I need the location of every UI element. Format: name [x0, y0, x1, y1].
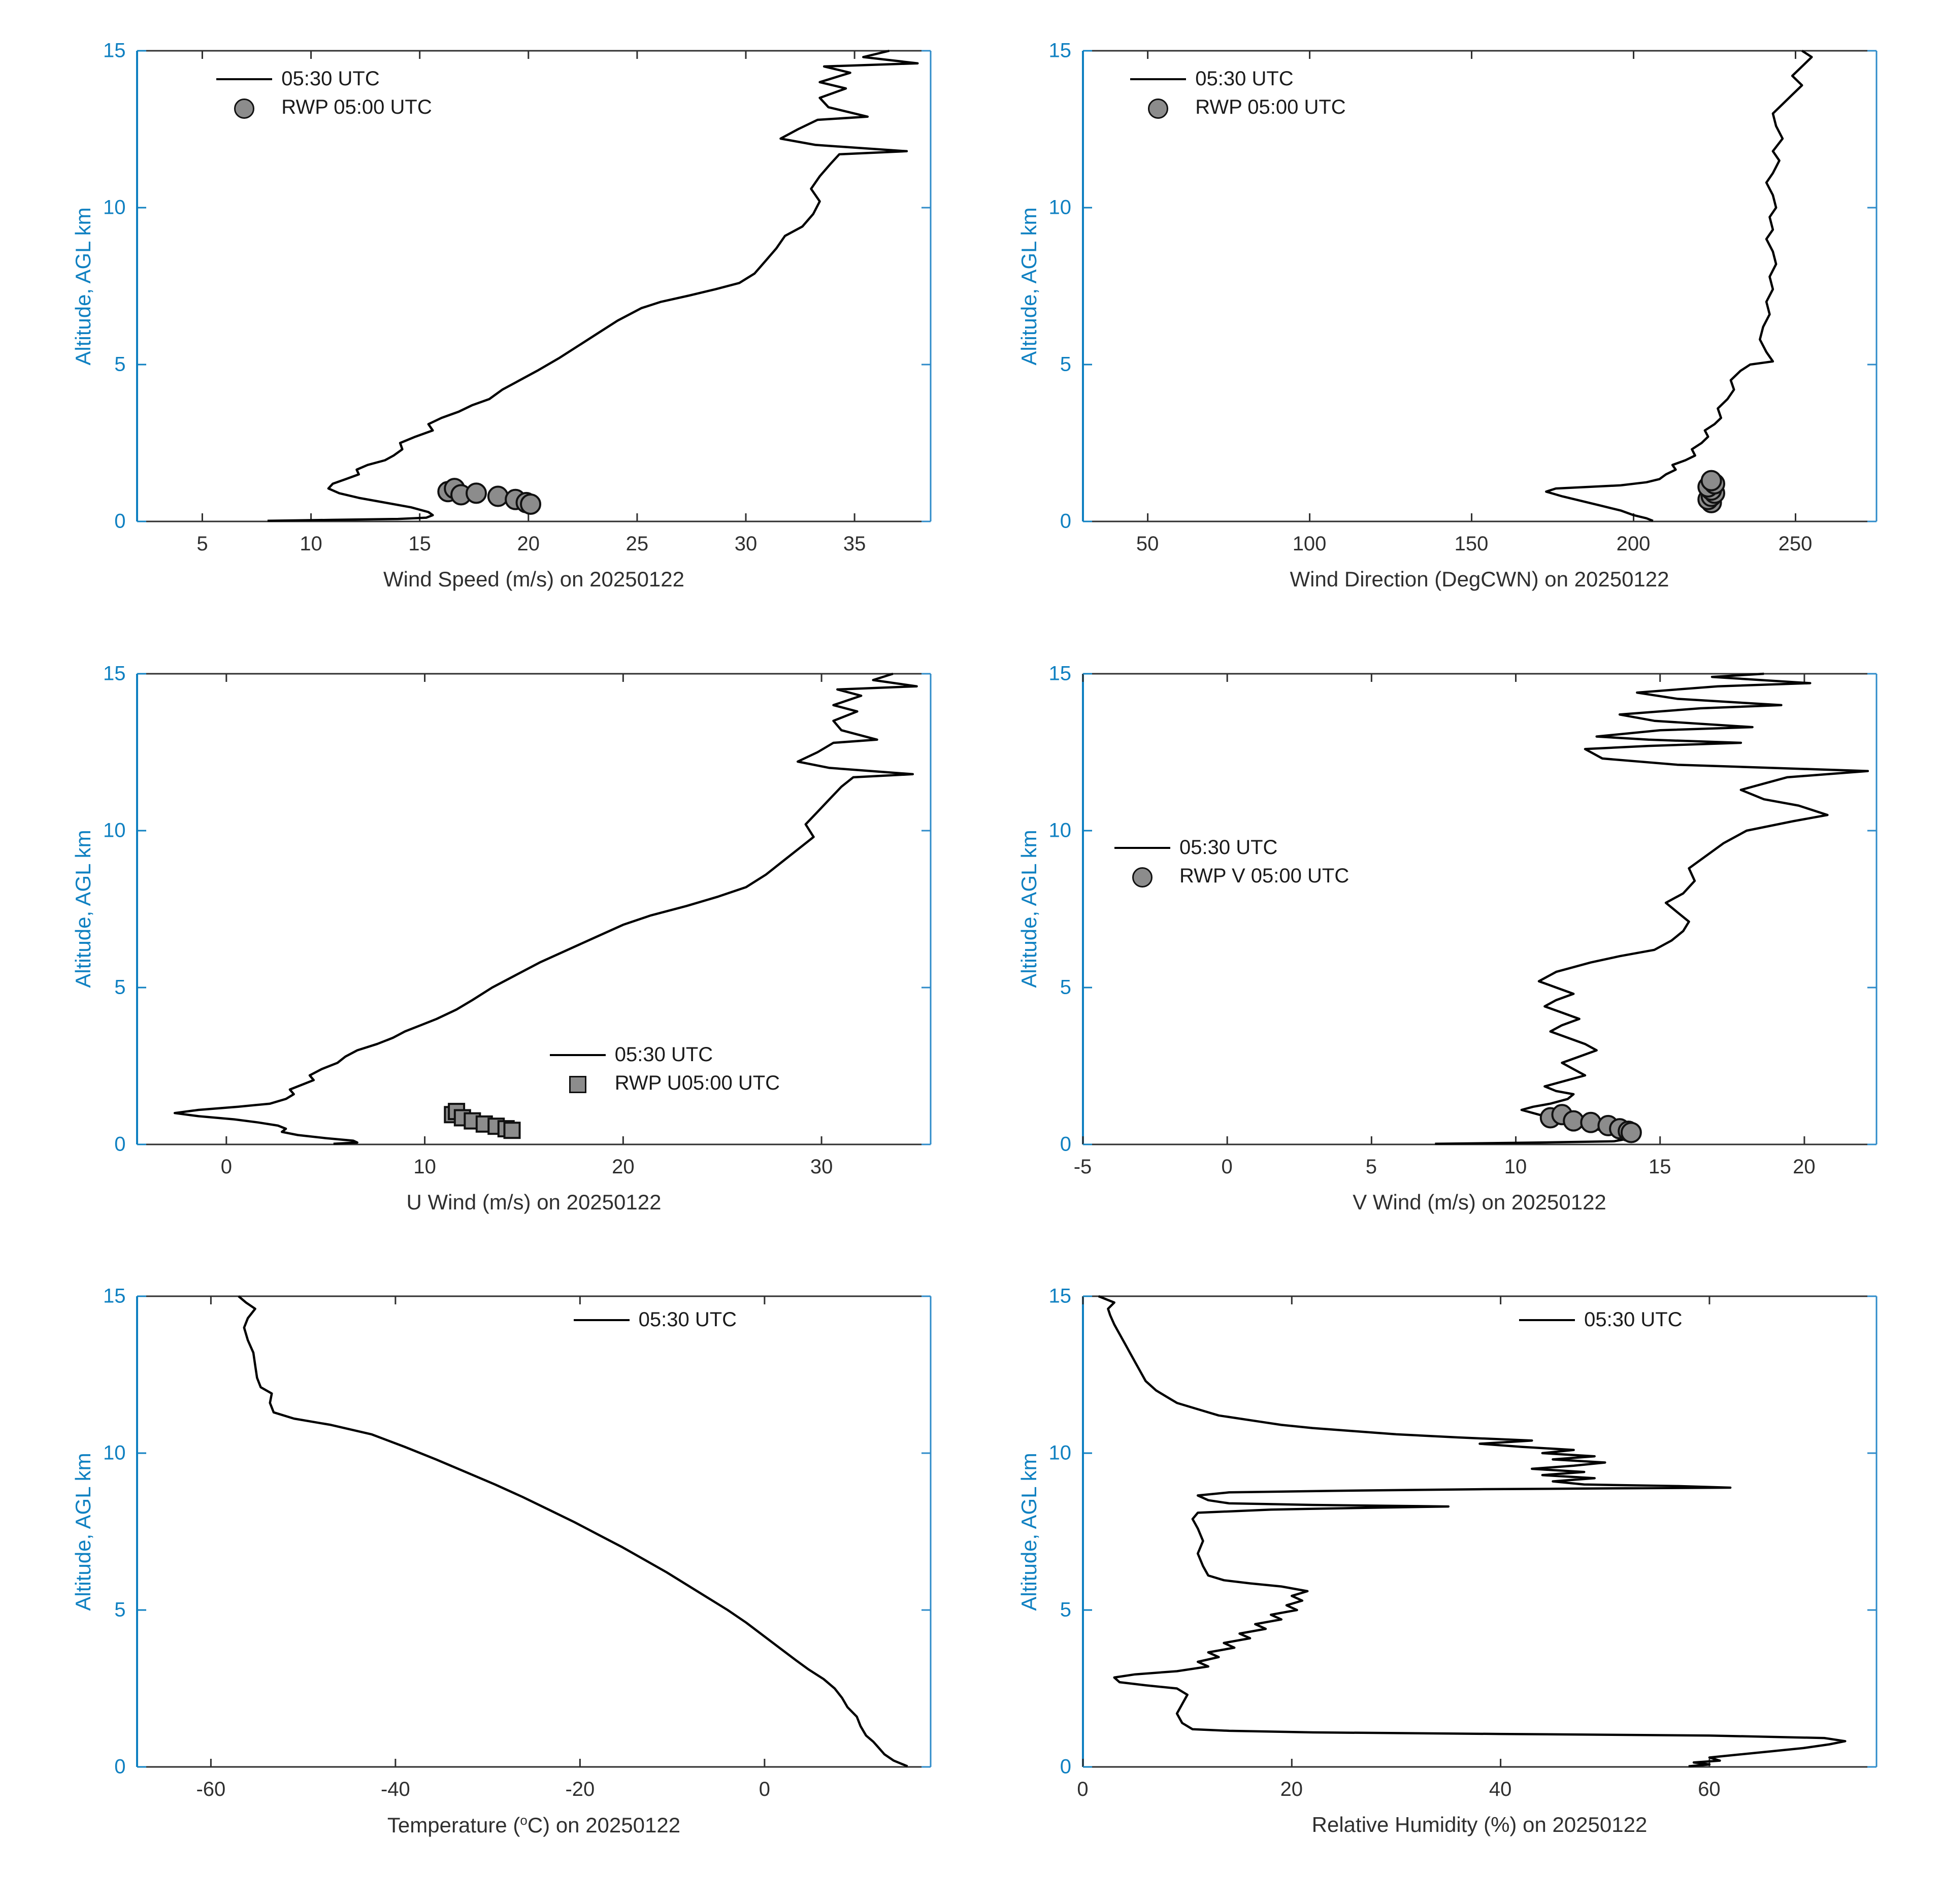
x-tick-label: 30	[734, 533, 758, 555]
legend-relative-humidity	[1519, 1306, 1682, 1334]
panel-relative-humidity	[966, 1266, 1912, 1889]
u-wind-plot	[20, 643, 966, 1266]
y-tick-label: 15	[103, 1285, 126, 1307]
legend-temperature	[574, 1306, 737, 1334]
x-tick-label: -5	[1073, 1155, 1092, 1178]
series-marker-circle	[1581, 1112, 1600, 1132]
legend-label: RWP U05:00 UTC	[614, 1072, 780, 1095]
x-tick-label: 20	[1280, 1778, 1303, 1801]
y-tick-label: 15	[103, 662, 126, 685]
legend-label: 05:30 UTC	[638, 1308, 737, 1331]
legend-entry	[216, 65, 432, 93]
x-axis-label: Relative Humidity (%) on 20250122	[1311, 1813, 1648, 1837]
legend-wind-speed	[216, 65, 432, 122]
legend-label: 05:30 UTC	[281, 68, 380, 90]
series-line-u-wind	[175, 674, 916, 1144]
legend-marker-swatch	[550, 1072, 606, 1095]
y-tick-label: 5	[1060, 353, 1071, 376]
panel-u-wind	[20, 643, 966, 1266]
y-axis-label: Altitude, AGL km	[71, 1453, 95, 1611]
x-tick-label: 15	[408, 533, 431, 555]
y-tick-label: 5	[114, 353, 126, 376]
y-tick-label: 5	[1060, 976, 1071, 999]
legend-entry	[550, 1069, 780, 1098]
legend-label: 05:30 UTC	[1584, 1308, 1683, 1331]
series-marker-circle	[1621, 1123, 1640, 1142]
x-tick-label: 50	[1136, 533, 1159, 555]
x-tick-label: 40	[1489, 1778, 1512, 1801]
y-tick-label: 15	[103, 39, 126, 62]
y-tick-label: 5	[114, 976, 126, 999]
x-axis-label: V Wind (m/s) on 20250122	[1353, 1190, 1606, 1214]
legend-marker-swatch	[216, 96, 272, 119]
y-tick-label: 0	[114, 1133, 126, 1156]
series-marker-circle	[1564, 1111, 1583, 1130]
y-tick-label: 0	[1060, 510, 1071, 533]
legend-entry	[574, 1306, 737, 1334]
legend-marker-swatch	[1114, 865, 1170, 888]
legend-label: RWP 05:00 UTC	[1195, 96, 1346, 119]
legend-label: RWP 05:00 UTC	[281, 96, 432, 119]
x-tick-label: 0	[1221, 1155, 1233, 1178]
x-axis-label: Temperature ($^o$C) on 20250122	[387, 1813, 681, 1837]
y-tick-label: 10	[103, 1441, 126, 1464]
y-axis-label: Altitude, AGL km	[1016, 830, 1041, 988]
x-tick-label: 10	[413, 1155, 436, 1178]
legend-line-swatch	[574, 1319, 630, 1321]
v-wind-plot	[966, 643, 1912, 1266]
y-tick-label: 15	[1048, 1285, 1071, 1307]
y-tick-label: 5	[114, 1598, 126, 1621]
x-tick-label: 5	[1365, 1155, 1377, 1178]
x-tick-label: 25	[626, 533, 649, 555]
legend-entry	[1519, 1306, 1682, 1334]
y-axis-label: Altitude, AGL km	[1016, 207, 1041, 366]
legend-entry	[1114, 834, 1349, 862]
legend-line-swatch	[216, 78, 272, 80]
x-tick-label: -40	[380, 1778, 410, 1801]
relative-humidity-plot	[966, 1266, 1912, 1889]
x-tick-label: 10	[1504, 1155, 1527, 1178]
legend-entry	[1130, 93, 1345, 122]
legend-v-wind	[1114, 834, 1349, 891]
x-tick-label: 20	[612, 1155, 635, 1178]
wind-speed-plot	[20, 20, 966, 643]
legend-entry	[550, 1041, 780, 1069]
y-axis-label: Altitude, AGL km	[71, 207, 95, 366]
legend-label: RWP V 05:00 UTC	[1179, 865, 1349, 888]
x-axis-label: U Wind (m/s) on 20250122	[406, 1190, 662, 1214]
legend-label: 05:30 UTC	[1179, 836, 1278, 859]
circle-icon	[1148, 99, 1168, 119]
legend-entry	[1114, 862, 1349, 891]
legend-line-swatch	[1114, 847, 1170, 849]
temperature-plot	[20, 1266, 966, 1889]
wind-direction-plot	[966, 20, 1912, 643]
panel-temperature	[20, 1266, 966, 1889]
x-tick-label: 20	[517, 533, 540, 555]
x-tick-label: 0	[220, 1155, 232, 1178]
x-tick-label: 20	[1793, 1155, 1816, 1178]
x-axis-label: Wind Direction (DegCWN) on 20250122	[1290, 567, 1669, 591]
circle-icon	[1132, 867, 1153, 888]
series-marker-circle	[488, 487, 508, 506]
y-tick-label: 15	[1048, 39, 1071, 62]
y-tick-label: 10	[1048, 1441, 1071, 1464]
legend-label: 05:30 UTC	[1195, 68, 1294, 90]
x-tick-label: -60	[196, 1778, 226, 1801]
y-tick-label: 0	[114, 1755, 126, 1778]
legend-marker-swatch	[1130, 96, 1186, 119]
series-marker-circle	[521, 495, 540, 514]
x-tick-label: 0	[1077, 1778, 1089, 1801]
x-tick-label: 150	[1454, 533, 1489, 555]
y-tick-label: 10	[1048, 196, 1071, 219]
legend-line-swatch	[1519, 1319, 1575, 1321]
y-tick-label: 10	[1048, 819, 1071, 842]
square-icon	[569, 1076, 586, 1093]
x-tick-label: 5	[196, 533, 208, 555]
y-tick-label: 10	[103, 196, 126, 219]
legend-entry	[216, 93, 432, 122]
x-tick-label: -20	[565, 1778, 595, 1801]
y-tick-label: 10	[103, 819, 126, 842]
panel-wind-direction	[966, 20, 1912, 643]
x-axis-label: Wind Speed (m/s) on 20250122	[383, 567, 685, 591]
series-line-v-wind	[1435, 674, 1868, 1144]
x-tick-label: 35	[843, 533, 866, 555]
y-tick-label: 5	[1060, 1598, 1071, 1621]
series-marker-circle	[1701, 471, 1721, 490]
x-tick-label: 100	[1292, 533, 1327, 555]
y-tick-label: 15	[1048, 662, 1071, 685]
panel-v-wind	[966, 643, 1912, 1266]
circle-icon	[234, 99, 254, 119]
x-tick-label: 0	[759, 1778, 770, 1801]
legend-u-wind	[550, 1041, 780, 1098]
y-tick-label: 0	[1060, 1755, 1071, 1778]
x-tick-label: 30	[810, 1155, 833, 1178]
x-tick-label: 200	[1616, 533, 1651, 555]
x-tick-label: 250	[1778, 533, 1813, 555]
y-tick-label: 0	[114, 510, 126, 533]
legend-wind-direction	[1130, 65, 1345, 122]
panel-wind-speed	[20, 20, 966, 643]
x-tick-label: 15	[1648, 1155, 1671, 1178]
legend-line-swatch	[1130, 78, 1186, 80]
y-tick-label: 0	[1060, 1133, 1071, 1156]
y-axis-label: Altitude, AGL km	[71, 830, 95, 988]
y-axis-label: Altitude, AGL km	[1016, 1453, 1041, 1611]
legend-line-swatch	[550, 1054, 606, 1056]
x-tick-label: 60	[1698, 1778, 1721, 1801]
series-line-relative-humidity	[1098, 1296, 1845, 1766]
series-marker-square	[505, 1123, 520, 1138]
legend-label: 05:30 UTC	[614, 1043, 713, 1066]
series-line-wind-direction	[1546, 51, 1812, 521]
legend-entry	[1130, 65, 1345, 93]
x-tick-label: 10	[300, 533, 322, 555]
series-marker-circle	[467, 483, 486, 503]
series-line-temperature	[239, 1296, 908, 1766]
